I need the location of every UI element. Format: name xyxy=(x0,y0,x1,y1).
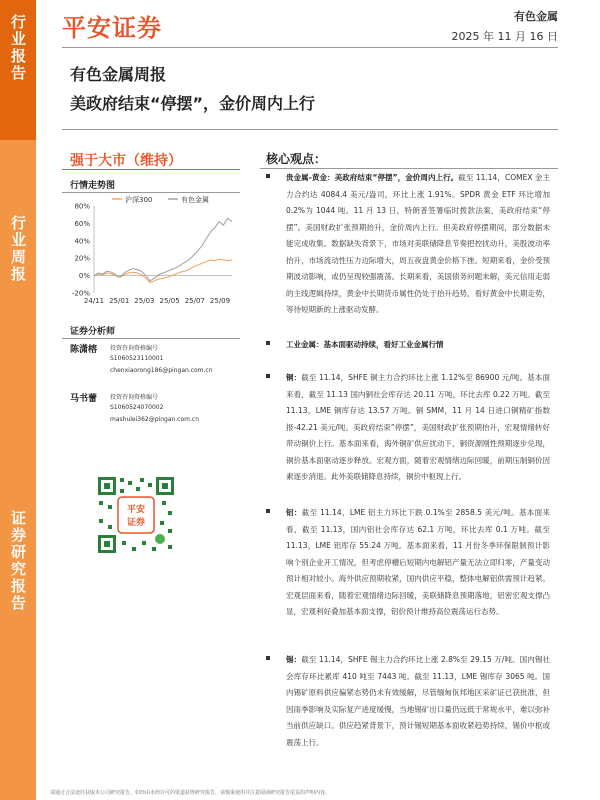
analyst-qualification: 投资咨询资格编号 xyxy=(110,345,159,352)
analyst-email[interactable]: mashulei362@pingan.com.cn xyxy=(110,416,200,423)
view-item-tin xyxy=(266,652,550,751)
series-line-0 xyxy=(94,259,232,283)
sidebar-label-bottom: 证券研究报告 xyxy=(9,510,27,612)
rating-divider xyxy=(62,169,240,170)
view-heading: 铜： xyxy=(286,373,302,382)
y-tick-label: -20% xyxy=(71,289,90,298)
core-views-heading: 核心观点： xyxy=(266,152,327,166)
analysts-divider xyxy=(62,338,240,339)
title-divider xyxy=(62,129,558,130)
view-body: 截至 11.14，SHFE 铜主力合约环比上涨 1.12%至 86900 元/吨。基本面来看，截至 11.13 国内铜社会库存达 20.11 万吨，环比去库 0.22 万吨。截至 11.13，LME 铜库存达 13.57 万吨。铜 SMM，11 月 14 日进口铜精矿指数报-42.21 美元/吨。美政府结束“停摆”，美国财政扩张预期抬升，宏观情绪转好带动铜价上行。基本面来看，海外铜矿供应扰动下，铜资源刚性预期逐步兑现，铜价基本面驱动逐步释放。宏观方面，随着宏观情绪边际回暖，前期压制铜价因素逐步消退。此外美联储降息持续，铜价中枢现上行。 xyxy=(286,373,550,481)
footer-disclaimer: 请通过合法途径获取本公司研究报告，如经由未经许可的渠道获得研究报告，请慎重使用并注意阅读研究报告尾页的声明内容。 xyxy=(50,790,331,796)
svg-text:证券: 证券 xyxy=(126,518,146,528)
x-tick-label: 25/03 xyxy=(134,297,155,305)
series-line-1 xyxy=(94,218,232,281)
view-body: 截至 11.14，LME 铝主力环比下跌 0.1%至 2858.5 美元/吨。基本面来看，截至 11.13，国内铝社会库存达 62.1 万吨，环比去库 0.1 万吨。截至 11.13，LME 铝库存 55.24 万吨。基本面来看，11 月份冬季环保限制预计影响个别企业开工情况，但考虑停槽后短期内电解铝产量无法立即归零，产量变动预计相对较小。海外供应预期收紧，国内供应平稳，整体电解铝供需预计趋紧。宏观层面来看，随着宏观情绪边际回暖，美联储降息预期落地，铝密宏观支撑凸显，宏观利好叠加基本面支撑，铝价预计维持高位震荡运行态势。 xyxy=(286,508,551,616)
sidebar-block-bottom xyxy=(0,500,36,650)
view-item-industrial-metals xyxy=(266,337,550,354)
header-divider xyxy=(62,47,558,48)
bullet-icon xyxy=(266,341,270,345)
report-category: 有色金属 xyxy=(514,10,558,23)
sidebar-label-top: 行业报告 xyxy=(9,14,27,82)
qr-code-icon xyxy=(96,475,176,555)
analyst-license-id: S1060524070002 xyxy=(110,404,164,411)
report-date: 2025 年 11 月 16 日 xyxy=(451,30,558,43)
svg-text:平安: 平安 xyxy=(126,505,146,515)
analyst-qualification: 投资咨询资格编号 xyxy=(110,394,159,401)
x-tick-label: 25/09 xyxy=(209,297,231,305)
view-heading: 工业金属：基本面驱动持续，看好工业金属行情 xyxy=(286,340,444,349)
report-main-title: 美政府结束“停摆”，金价周内上行 xyxy=(70,94,316,113)
market-trend-chart xyxy=(62,192,240,312)
analyst-name: 陈潇榕 xyxy=(70,345,98,355)
company-logo: 平安证券 xyxy=(62,13,162,42)
view-item-aluminum xyxy=(266,505,550,621)
view-item-gold xyxy=(266,170,550,319)
core-views-divider xyxy=(260,168,558,169)
industry-rating: 强于大市（维持） xyxy=(70,153,182,169)
bullet-icon xyxy=(266,374,270,378)
y-tick-label: 80% xyxy=(74,202,90,211)
y-tick-label: 0% xyxy=(78,272,90,281)
analyst-license-id: S1060523110001 xyxy=(110,355,164,362)
y-tick-label: 40% xyxy=(74,237,90,246)
view-heading: 贵金属-黄金：美政府结束“停摆”，金价周内上行。 xyxy=(286,173,459,182)
analyst-email[interactable]: chenxiaorong186@pingan.com.cn xyxy=(110,367,213,374)
view-heading: 锡： xyxy=(286,655,302,664)
view-item-copper xyxy=(266,370,550,486)
bullet-icon xyxy=(266,509,270,513)
analyst-name: 马书蕾 xyxy=(70,394,98,404)
view-body: 截至 11.14，COMEX 金主力合约达 4084.4 美元/盎司，环比上涨 1.91%。SPDR 黄金 ETF 环比增加 0.2%为 1044 吨。11 月 13 日，特朗普签署临时拨款法案，美政府结束“停摆”。美国财政扩张预期抬升，金价周内上行。但美政府停摆期间，部分数据未能完成收集。数据缺失背景下，市场对美联储降息节奏把控扰动升，美股波动率抬升，市场流动性压力边际增大，周五夜盘黄金价格下挫。短期来看，金价受预期波动影响，或仍呈现较强震荡。长期来看，美国债务问题未解，美元信用走弱的主线逻辑持续，黄金中长期货币属性仍处于抬升趋势，看好黄金中长期走势，等待短期新的上涨驱动发酵。 xyxy=(286,173,550,314)
bullet-icon xyxy=(266,656,270,660)
report-series-title: 有色金属周报 xyxy=(70,65,167,84)
x-tick-label: 25/05 xyxy=(159,297,180,305)
y-tick-label: 20% xyxy=(74,254,90,263)
sidebar-label-middle: 行业周报 xyxy=(9,215,27,283)
x-tick-label: 24/11 xyxy=(83,297,105,305)
x-tick-label: 25/07 xyxy=(184,297,205,305)
bullet-icon xyxy=(266,174,270,178)
legend-label: 沪深300 xyxy=(125,196,153,204)
legend-label: 有色金属 xyxy=(181,196,209,204)
sidebar-block-top xyxy=(0,0,36,140)
view-heading: 铝： xyxy=(286,508,302,517)
sidebar-block-middle xyxy=(0,205,36,325)
analysts-heading: 证券分析师 xyxy=(70,327,116,337)
y-tick-label: 60% xyxy=(74,219,90,228)
view-body: 截至 11.14，SHFE 锡主力合约环比上涨 2.8%至 29.15 万/吨。国内锡社会库存环比累库 410 吨至 7443 吨。截至 11.13，LME 锡库存 3065 吨。国内锡矿原料供应偏紧态势仍未有效缓解，尽管缅甸佤邦地区采矿证已获批准，但因雨季影响及实际复产进度缓慢，当地锡矿出口量仍远低于常规水平，难以弥补当前供应缺口。供应趋紧背景下，预计锡短期基本面收紧趋势持续，锡价中枢或震荡上行。 xyxy=(286,655,550,747)
chart-section-title: 行情走势图 xyxy=(70,181,116,191)
x-tick-label: 25/01 xyxy=(109,297,130,305)
